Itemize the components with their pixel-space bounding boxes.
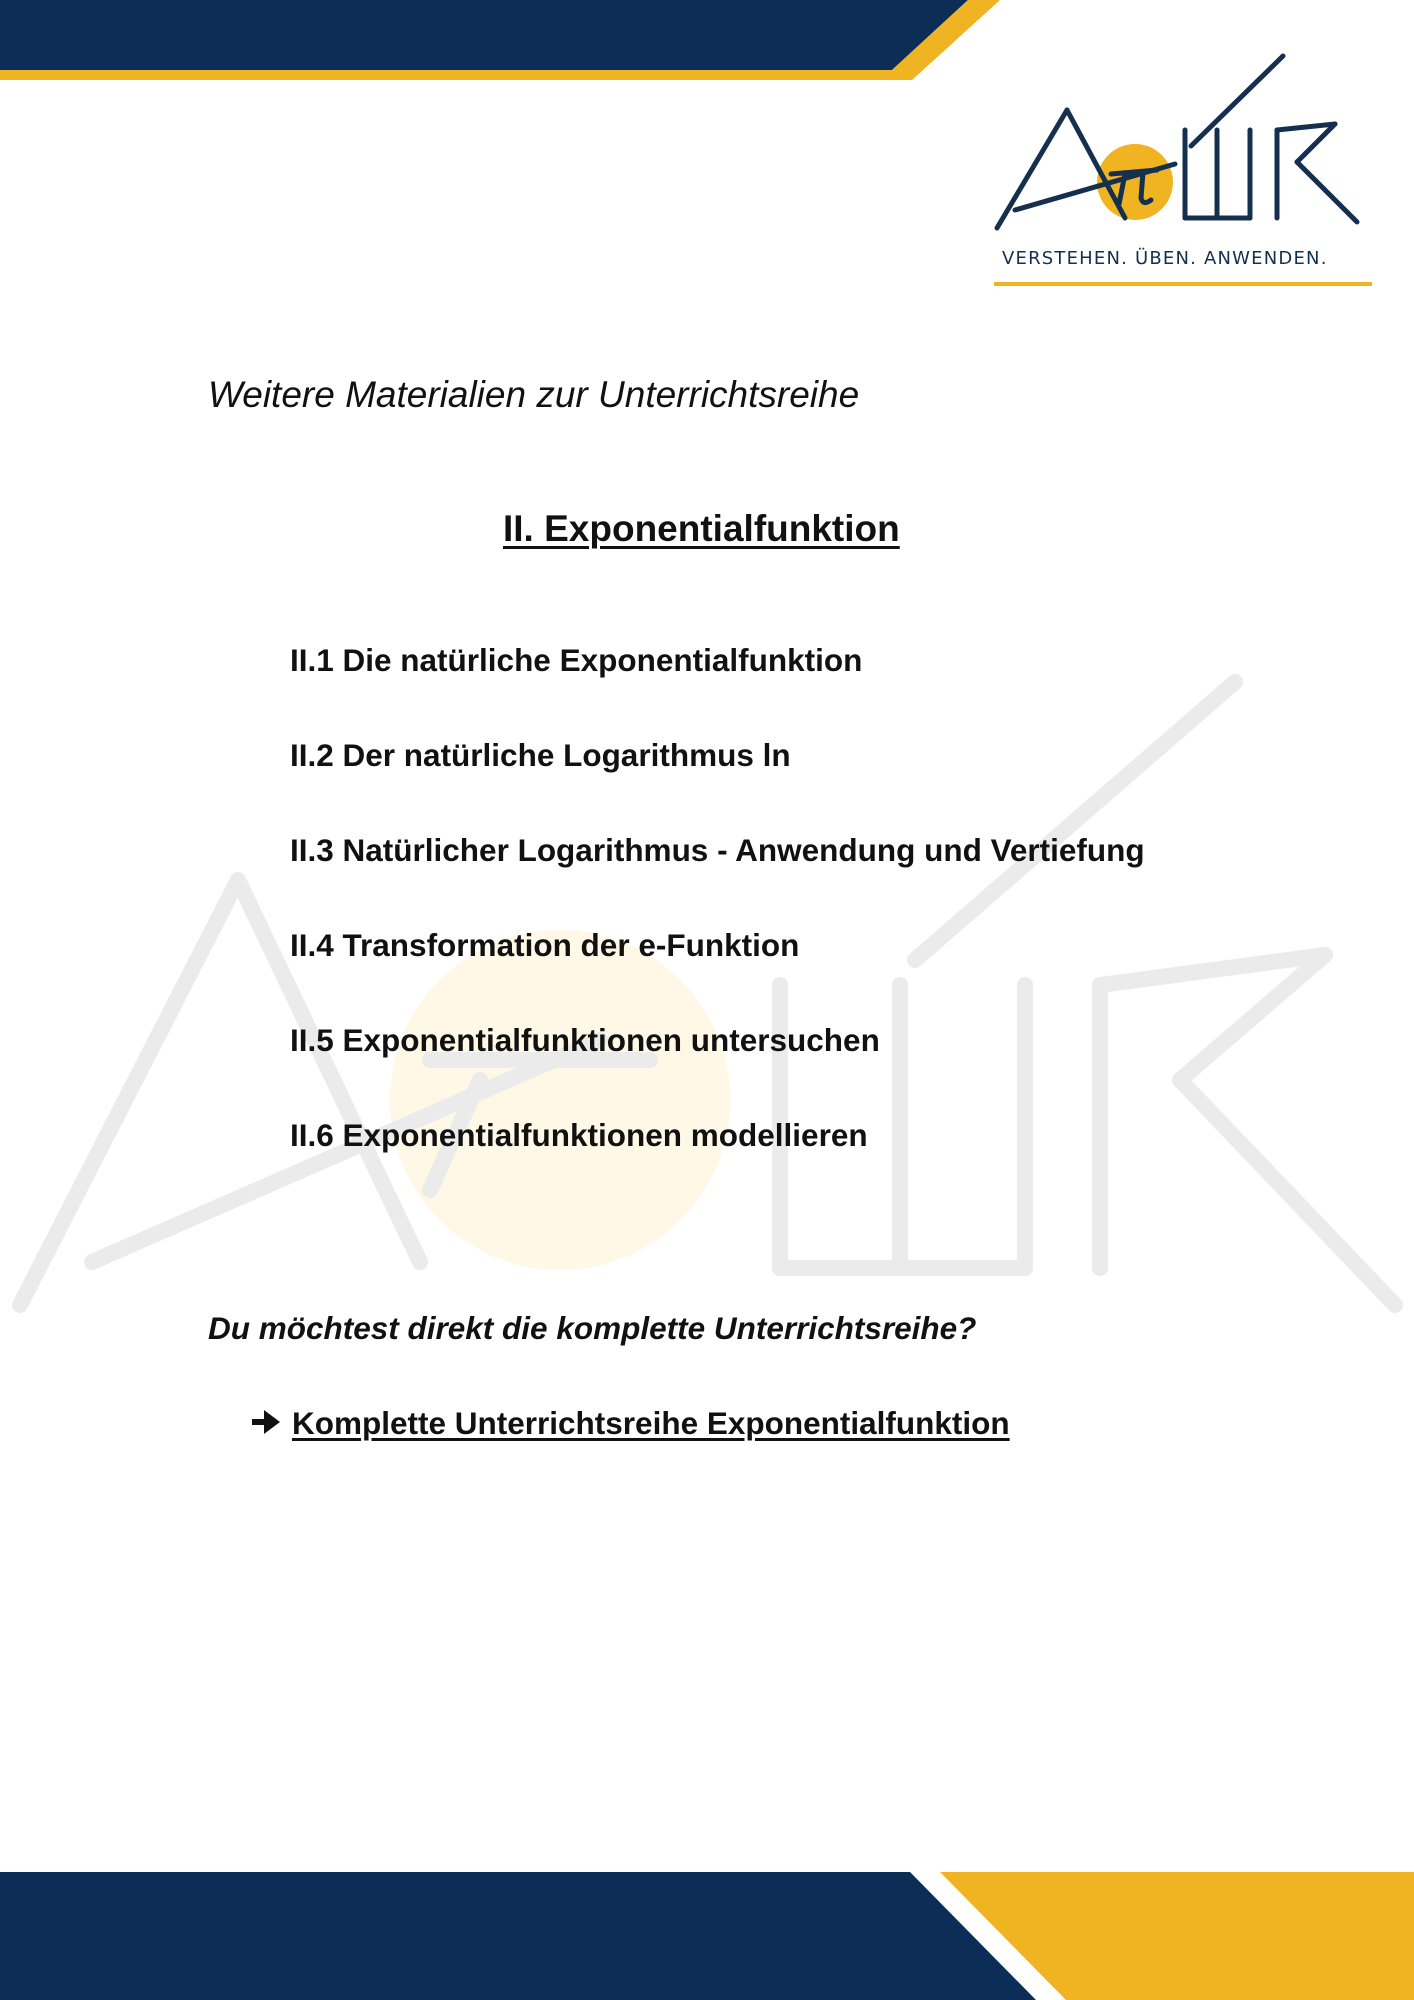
bottom-banner — [0, 1872, 1414, 2000]
toc-item-6: II.6 Exponentialfunktionen modellieren — [290, 1117, 868, 1153]
tagline-underline — [994, 282, 1372, 286]
arrow-right-icon — [250, 1407, 282, 1437]
series-subtitle: Weitere Materialien zur Unterrichtsreihe — [208, 374, 860, 415]
toc-item-1: II.1 Die natürliche Exponentialfunktion — [290, 642, 863, 678]
toc-item-3: II.3 Natürlicher Logarithmus - Anwendung und Vertiefung — [290, 832, 1145, 868]
brand-tagline: VERSTEHEN. ÜBEN. ANWENDEN. — [1002, 248, 1328, 269]
toc-item-4: II.4 Transformation der e-Funktion — [290, 927, 800, 963]
cta-question: Du möchtest direkt die komplette Unterrichtsreihe? — [208, 1310, 977, 1346]
toc-item-2: II.2 Der natürliche Logarithmus ln — [290, 737, 791, 773]
brand-logo — [985, 50, 1385, 240]
chapter-heading: II. Exponentialfunktion — [503, 508, 900, 549]
toc-item-5: II.5 Exponentialfunktionen untersuchen — [290, 1022, 880, 1058]
complete-series-link[interactable]: Komplette Unterrichtsreihe Exponentialfunktion — [292, 1405, 1010, 1441]
